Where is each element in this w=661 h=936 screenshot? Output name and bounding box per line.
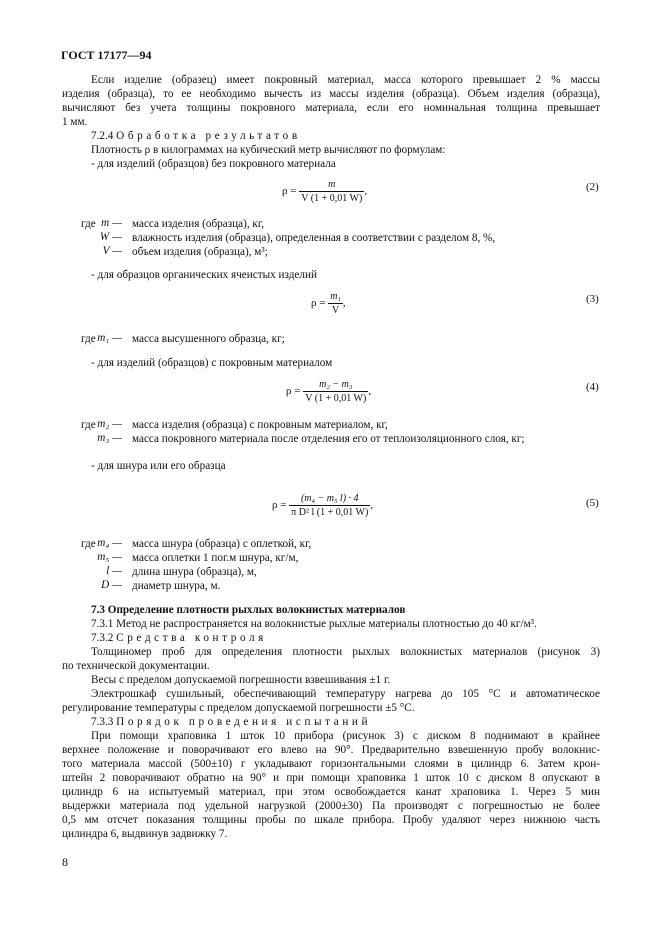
equation-number: (3) bbox=[586, 293, 599, 305]
formula-denominator: V bbox=[331, 305, 340, 316]
section-heading-7-2-4 bbox=[91, 129, 301, 143]
formula-4: ρ = $\frac{\text{m₂ − m₃}}{V (1 + 0,01 W)}$ , bbox=[286, 379, 372, 404]
symbol-definition: масса оплетки 1 пог.м шнура, кг/м, bbox=[132, 552, 299, 564]
symbol: m₃ — bbox=[97, 432, 122, 444]
formula-denominator: V (1 + 0,01 W) bbox=[301, 193, 363, 204]
paragraph-line: штейн 2 поворачивают обратно на 90° и при помощи храповика 1 шток 10 с диском 8 опускают в bbox=[62, 772, 600, 784]
symbol-definition: влажность изделия (образца), определенная в соответствии с разделом 8, %, bbox=[132, 232, 496, 244]
where-label: где bbox=[81, 333, 96, 345]
symbol-definition: масса высушенного образца, кг; bbox=[132, 333, 285, 345]
formula-3: ρ = $\frac{\text{m₁}}{V}$ , bbox=[311, 291, 346, 316]
formula-denominator: V (1 + 0,01 W) bbox=[305, 393, 367, 404]
symbol-definition: масса шнура (образца) с оплеткой, кг, bbox=[132, 538, 312, 550]
formula-2: ρ = $\frac{m}{V (1 + 0,01 W)}$ , bbox=[282, 179, 368, 204]
paragraph-line: 7.3.1 Метод не распространяется на волокнистые рыхлые материалы плотностью до 40 кг/м³. bbox=[91, 618, 537, 630]
symbol: D — bbox=[101, 579, 122, 591]
section-heading-7-3: 7.3 Определение плотности рыхлых волокнистых материалов bbox=[91, 604, 406, 616]
paragraph-line: регулирование температуры с пределом допускаемой погрешности ±5 °С. bbox=[62, 702, 415, 714]
section-title: Порядок проведения испытаний bbox=[116, 716, 372, 728]
section-title: Обработка результатов bbox=[116, 130, 301, 142]
paragraph-line: вычисляют без учета толщины покровного материала, если его номинальная толщина превышает bbox=[62, 102, 600, 114]
paragraph-line: 1 мм. bbox=[62, 116, 88, 128]
symbol: l — bbox=[106, 565, 122, 577]
page-number: 8 bbox=[62, 855, 68, 869]
where-label: где bbox=[81, 419, 96, 431]
equation-number: (2) bbox=[586, 181, 599, 193]
paragraph-line: Весы с пределом допускаемой погрешности взвешивания ±1 г. bbox=[91, 674, 391, 686]
paragraph-line: Плотность ρ в килограммах на кубический метр вычисляют по формулам: bbox=[91, 144, 446, 156]
where-label: где bbox=[81, 538, 96, 550]
formula-denominator: π D² l (1 + 0,01 W) bbox=[291, 507, 369, 518]
section-heading-7-3-2 bbox=[91, 631, 267, 645]
where-label: где bbox=[81, 218, 96, 230]
formula-numerator: (m₄ − m₅ l) · 4 bbox=[289, 492, 370, 506]
symbol: m₅ — bbox=[97, 551, 122, 563]
paragraph-line: - для шнура или его образца bbox=[91, 460, 226, 472]
equation-number: (4) bbox=[586, 381, 599, 393]
formula-5: ρ = $\frac{\text{(m₄ − m₅ l) · 4}}{\text{π D² l (1 + 0,01 W)}}$ , bbox=[272, 493, 374, 518]
symbol-definition: диаметр шнура, м. bbox=[132, 580, 221, 592]
formula-numerator: m₂ − m₃ bbox=[303, 378, 368, 392]
paragraph-line: - для изделий (образцов) без покровного материала bbox=[91, 158, 336, 170]
paragraph-line: Толщиномер проб для определения плотности рыхлых волокнистых материалов (рисунок 3) bbox=[91, 646, 600, 658]
paragraph-line: Если изделие (образец) имеет покровный материал, масса которого превышает 2 % массы bbox=[91, 74, 600, 86]
paragraph-line: того материала массой (500±10) г укладывают горизонтальными слоями в цилиндр 6. Затем крон- bbox=[62, 758, 600, 770]
paragraph-line: по технической документации. bbox=[62, 660, 210, 672]
paragraph-line: Электрошкаф сушильный, обеспечивающий температуру нагрева до 105 °С и автоматическое bbox=[91, 688, 600, 700]
symbol: m₁ — bbox=[97, 332, 122, 344]
symbol: m — bbox=[101, 217, 122, 229]
symbol-definition: масса изделия (образца) с покровным материалом, кг, bbox=[132, 419, 388, 431]
section-number: 7.3.2 bbox=[91, 632, 114, 644]
symbol: m₂ — bbox=[97, 418, 122, 430]
paragraph-line: цилиндра 6, выдвинув задвижку 7. bbox=[62, 828, 228, 840]
symbol: V — bbox=[102, 245, 122, 257]
equation-number: (5) bbox=[586, 497, 599, 509]
paragraph-line: изделия (образца), то ее необходимо вычесть из массы изделия (образца). Объем изделия (образца), bbox=[62, 88, 600, 100]
paragraph-line: При помощи храповика 1 шток 10 прибора (рисунок 3) с диском 8 поднимают в крайнее bbox=[91, 730, 600, 742]
symbol: W — bbox=[99, 231, 122, 243]
section-number: 7.2.4 bbox=[91, 130, 114, 142]
symbol: m₄ — bbox=[97, 537, 122, 549]
paragraph-line: 0,5 мм отсчет показания толщины пробы по шкале прибора. Пробу удаляют через нижнюю часть bbox=[62, 814, 600, 826]
paragraph-line: верхнее положение и поворачивают его влево на 90°. Предварительно взвешенную пробу волокнис- bbox=[62, 744, 600, 756]
symbol-definition: масса изделия (образца), кг, bbox=[132, 218, 264, 230]
section-number: 7.3.3 bbox=[91, 716, 114, 728]
section-heading-7-3-3 bbox=[91, 715, 371, 729]
formula-numerator: m bbox=[299, 178, 364, 192]
document-header: ГОСТ 17177—94 bbox=[61, 48, 152, 62]
symbol-definition: масса покровного материала после отделения его от теплоизоляционного слоя, кг; bbox=[132, 433, 525, 445]
symbol-definition: длина шнура (образца), м, bbox=[132, 566, 257, 578]
paragraph-line: выдержки материала под удельной нагрузкой (2000±30) Па производят с погрешностью не более bbox=[62, 800, 600, 812]
paragraph-line: - для образцов органических ячеистых изделий bbox=[91, 269, 317, 281]
paragraph-line: - для изделий (образцов) с покровным материалом bbox=[91, 357, 333, 369]
section-title: Средства контроля bbox=[116, 632, 267, 644]
symbol-definition: объем изделия (образца), м³; bbox=[132, 246, 268, 258]
paragraph-line: цилиндр 6 на испытуемый материал, при этом освобождается канат храповика 1. Через 5 мин bbox=[62, 786, 600, 798]
formula-numerator: m₁ bbox=[330, 291, 341, 302]
